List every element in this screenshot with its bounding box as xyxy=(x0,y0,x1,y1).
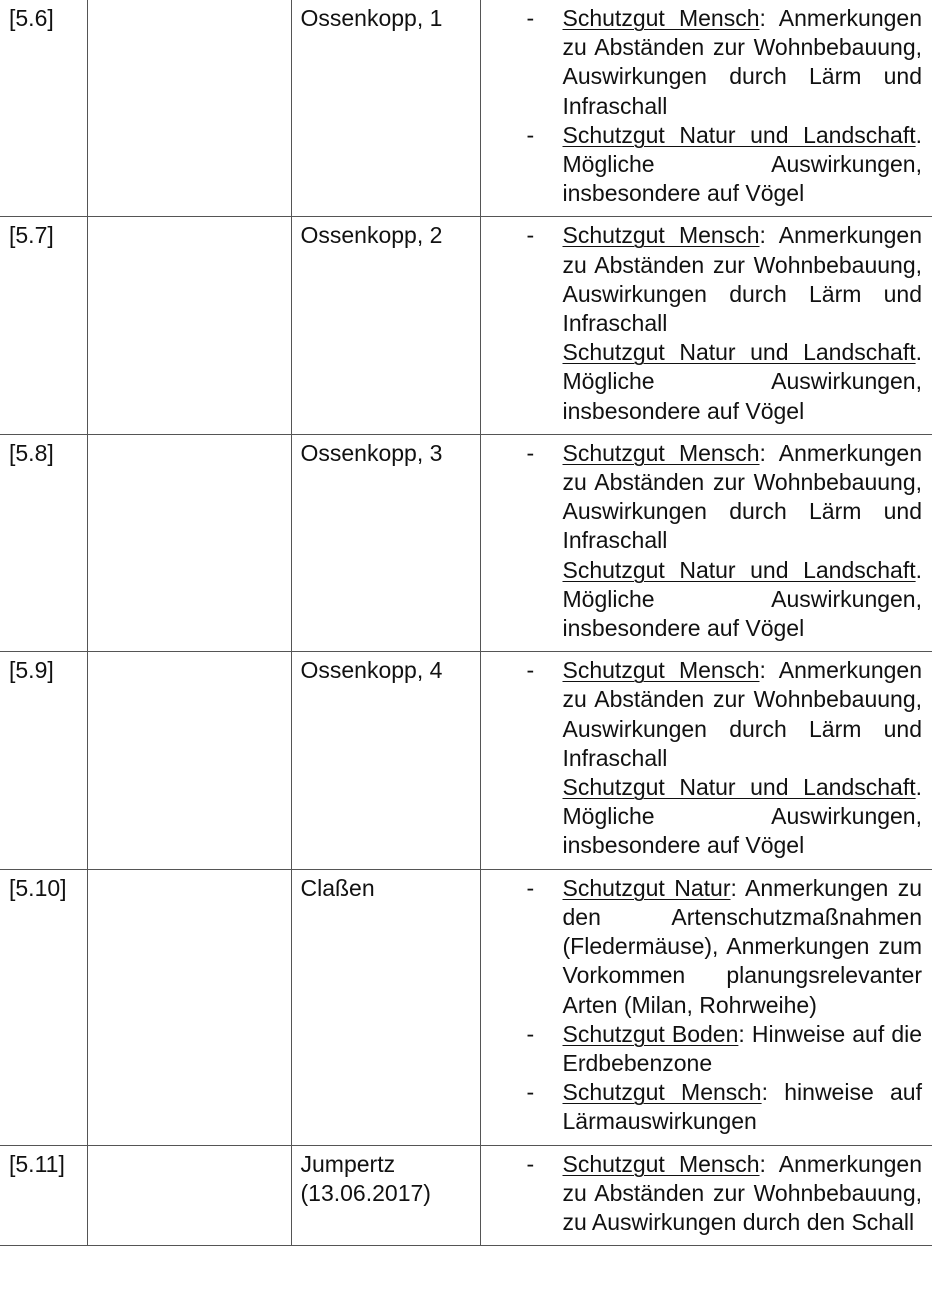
remark-topic: Schutzgut Mensch xyxy=(562,1079,762,1106)
row-id: [5.8] xyxy=(0,434,87,651)
remark-text: . Mögliche Auswirkungen, insbesondere auf Vögel xyxy=(562,339,922,424)
table-row xyxy=(0,0,932,217)
remark-topic: Schutzgut Natur und Landschaft xyxy=(562,556,916,583)
table-row xyxy=(0,217,932,434)
remark-topic: Schutzgut Mensch xyxy=(562,657,760,684)
remark-item xyxy=(481,1078,923,1136)
remark-item xyxy=(481,4,923,121)
remark-topic: Schutzgut Natur und Landschaft xyxy=(562,774,916,801)
remark-text: : hinweise auf Lärmauswirkungen xyxy=(562,1079,922,1135)
remarks-list xyxy=(481,221,923,425)
remark-topic: Schutzgut Boden xyxy=(562,1020,739,1047)
remark-text: : Anmerkungen zu Abständen zur Wohnbebauung, Auswirkungen durch Lärm und Infraschall xyxy=(562,657,922,771)
remark-topic: Schutzgut Mensch xyxy=(562,1150,760,1177)
row-id: [5.11] xyxy=(0,1145,87,1246)
row-submitter: Ossenkopp, 2 xyxy=(291,217,480,434)
row-remarks xyxy=(480,869,932,1145)
row-remarks xyxy=(480,434,932,651)
remark-topic: Schutzgut Mensch xyxy=(562,5,760,31)
remark-item xyxy=(481,773,923,861)
remark-item xyxy=(481,1020,923,1078)
row-empty-cell xyxy=(87,652,291,869)
row-submitter: Ossenkopp, 1 xyxy=(291,0,480,217)
table-row xyxy=(0,1145,932,1246)
row-remarks xyxy=(480,0,932,217)
row-remarks xyxy=(480,1145,932,1246)
remark-text: . Mögliche Auswirkungen, insbesondere auf Vögel xyxy=(562,774,922,859)
row-empty-cell xyxy=(87,0,291,217)
row-id: [5.6] xyxy=(0,0,87,217)
remarks-list xyxy=(481,1150,923,1238)
row-empty-cell xyxy=(87,869,291,1145)
remark-text: : Hinweise auf die Erdbebenzone xyxy=(562,1020,923,1076)
row-submitter: Jumpertz (13.06.2017) xyxy=(291,1145,480,1246)
remarks-list xyxy=(481,439,923,643)
remark-item xyxy=(481,1150,923,1238)
row-empty-cell xyxy=(87,217,291,434)
remark-topic: Schutzgut Natur xyxy=(562,874,731,901)
row-empty-cell xyxy=(87,434,291,651)
remarks-list xyxy=(481,4,923,208)
table-row xyxy=(0,869,932,1145)
remark-item xyxy=(481,556,923,644)
remark-text: . Mögliche Auswirkungen, insbesondere auf Vögel xyxy=(562,121,922,207)
remark-topic: Schutzgut Mensch xyxy=(562,439,760,466)
row-remarks xyxy=(480,217,932,434)
remark-item xyxy=(481,656,923,773)
remark-text: : Anmerkungen zu den Artenschutzmaßnahmen (Fledermäuse), Anmerkungen zum Vorkommen planungsrelevanter Arten (Milan, Rohrweihe) xyxy=(562,874,922,1018)
remarks-list xyxy=(481,656,923,860)
row-remarks xyxy=(480,652,932,869)
remark-item xyxy=(481,874,923,1020)
row-submitter: Claßen xyxy=(291,869,480,1145)
remark-item xyxy=(481,121,923,209)
remark-text: . Mögliche Auswirkungen, insbesondere auf Vögel xyxy=(562,556,922,642)
row-submitter: Ossenkopp, 3 xyxy=(291,434,480,651)
remark-text: : Anmerkungen zu Abständen zur Wohnbebauung, zu Auswirkungen durch den Schall xyxy=(562,1150,922,1235)
remark-item xyxy=(481,221,923,338)
row-id: [5.9] xyxy=(0,652,87,869)
remarks-list xyxy=(481,874,923,1137)
row-empty-cell xyxy=(87,1145,291,1246)
remark-text: : Anmerkungen zu Abständen zur Wohnbebauung, Auswirkungen durch Lärm und Infraschall xyxy=(562,439,922,554)
remark-item xyxy=(481,439,923,556)
table-row xyxy=(0,434,932,651)
remark-item xyxy=(481,338,923,426)
remark-text: : Anmerkungen zu Abständen zur Wohnbebauung, Auswirkungen durch Lärm und Infraschall xyxy=(562,5,922,119)
remark-topic: Schutzgut Mensch xyxy=(562,222,760,249)
remark-topic: Schutzgut Natur und Landschaft xyxy=(562,339,916,366)
row-id: [5.7] xyxy=(0,217,87,434)
remark-topic: Schutzgut Natur und Landschaft xyxy=(562,121,916,148)
row-id: [5.10] xyxy=(0,869,87,1145)
table-row xyxy=(0,652,932,869)
row-submitter: Ossenkopp, 4 xyxy=(291,652,480,869)
remark-text: : Anmerkungen zu Abständen zur Wohnbebauung, Auswirkungen durch Lärm und Infraschall xyxy=(562,222,922,337)
